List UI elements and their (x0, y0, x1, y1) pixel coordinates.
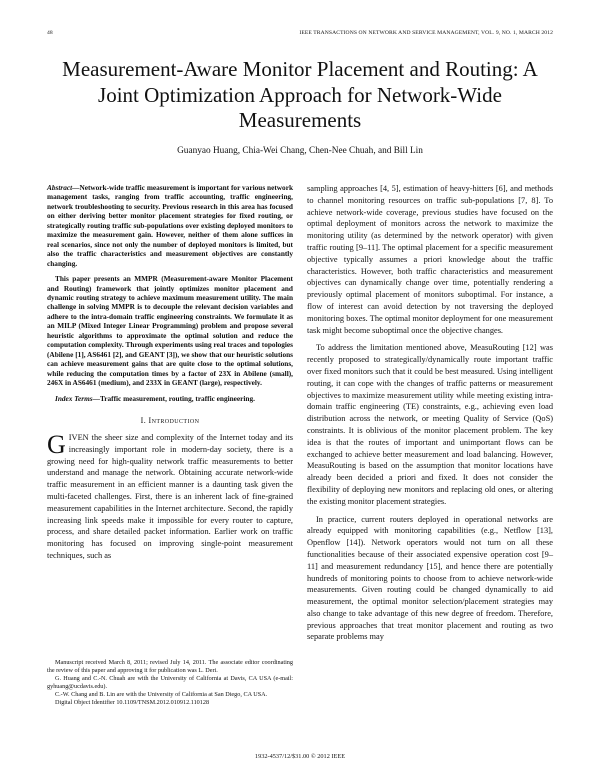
author-list: Guanyao Huang, Chia-Wei Chang, Chen-Nee Chuah, and Bill Lin (177, 146, 423, 156)
drop-cap: G (47, 429, 66, 459)
body-paragraph-2: To address the limitation mentioned above, MeasuRouting [12] was recently proposed to strategically/dynamically route important traffic over fixed monitors such that it could be best measured. Using intelligent routing, it can cope with the changes of traffic patterns or measurement objectives to maximize measurement utility while meeting existing intra-domain traffic engineering (TE) constraints, e.g., achieving even load distribution across the network, or meeting Quality of Service (QoS) constraints. It is oblivious of the monitor placement problem. The key idea is that the routes of important and unimportant flows can be exchanged to achieve better measurement and load balancing. However, MeasuRouting is based on the assumption that monitor locations have already been decided a priori and fixed. It does not consider the flexibility of deploying new monitors and replacing old ones, or altering the existing monitor placement strategies. (307, 343, 553, 506)
intro-paragraph-1 (47, 429, 293, 562)
footnote-manuscript: Manuscript received March 8, 2011; revised July 14, 2011. The associate editor coordinating the review of this paper and approving it for publication was L. Deri. (47, 659, 293, 675)
right-column (307, 183, 553, 643)
copyright-line: 1932-4537/12/$31.00 © 2012 IEEE (254, 753, 346, 760)
body-paragraph-1: sampling approaches [4, 5], estimation of heavy-hitters [6], and methods to channel monitoring resources on traffic sub-populations [7, 8]. To achieve network-wide coverage, previous studies have focused on the optimal deployment of monitors across the network to maximize the monitoring utility (as determined by the network operator) with given traffic routing [9–11]. The optimal placement for a specific measurement objective typically assumes a priori knowledge about the traffic characteristics. However, both traffic characteristics and measurement objectives can dynamically change over time, potentially rendering a previously optimal placement of monitors suboptimal. For instance, a flow of interest can avoid detection by not traversing the deployed monitoring boxes. The optimal monitor deployment for one measurement task might become suboptimal once the objective changes. (307, 184, 553, 335)
left-column (47, 183, 293, 562)
footnotes (47, 659, 293, 708)
index-terms (47, 394, 293, 403)
journal-header: IEEE TRANSACTIONS ON NETWORK AND SERVICE MANAGEMENT, VOL. 9, NO. 1, MARCH 2012 (299, 30, 553, 36)
index-terms-label: Index Terms (55, 393, 93, 403)
intro-text-1: IVEN the sheer size and complexity of the Internet today and its increasingly important role in modern-day society, there is a growing need for high-quality network traffic measurements to better understand and manage the network. Obtaining accurate network-wide traffic measurement in an efficient manner is a daunting task given the multi-faceted challenges. First, there is an inherent lack of fine-grained measurement capabilities in the Internet architecture. Second, the rapidly increasing link speeds make it impossible for every router to capture, process, and share detailed packet information. Earlier work on traffic monitoring has focused on improving single-point measurement techniques, such as (47, 432, 293, 560)
abstract-paragraph-1 (47, 183, 293, 268)
abstract-label: Abstract (47, 183, 73, 192)
abstract-paragraph-2: This paper presents an MMPR (Measurement-aware Monitor Placement and Routing) framework that jointly optimizes monitor placement and dynamic routing strategy to achieve maximum measurement utility. The main challenge in solving MMPR is to decouple the relevant decision variables and adhere to the intra-domain traffic engineering constraints. We formulate it as an MILP (Mixed Integer Linear Programming) problem and propose several heuristic algorithms to approximate the optimal solution and reduce the computation complexity. Through experiments using real traces and topologies (Abilene [1], AS6461 [2], and GEANT [3]), we show that our heuristic solutions can achieve measurement gains that are quite close to the optimal solutions, while reducing the computation times by a factor of 23X in Abilene (small), 246X in AS6461 (medium), and 233X in GEANT (large), respectively. (47, 274, 293, 388)
body-paragraph-3: In practice, current routers deployed in operational networks are already equipped with monitoring capabilities (e.g., Netflow [13], Openflow [14]). Network operators would not turn on all these functionalities because of their associated expensive operation cost [9–11] and measurement redundancy [15], and hence there are potentially hundreds of monitoring points to choose from to achieve network-wide measurements. Given routing could be changed dynamically to aid measurement, the optimal monitor selection/placement strategies may also change to take advantage of this new degree of freedom. Therefore, previous approaches that treat monitor placement and routing as two separate problems may (307, 514, 553, 642)
footnote-affiliation-2: C.-W. Chang and B. Lin are with the University of California at San Diego, CA USA. (55, 691, 268, 699)
footnote-doi: Digital Object Identifier 10.1109/TNSM.2012.010912.110128 (55, 699, 210, 707)
section-heading-introduction: I. Introduction (140, 415, 200, 425)
footnote-affiliation-1: G. Huang and C.-N. Chuah are with the University of California at Davis, CA USA (e-mail: gyhuang@ucdavis.edu). (47, 675, 293, 691)
page-number: 48 (47, 30, 53, 36)
abstract-text-1: —Network-wide traffic measurement is important for various network management tasks, ranging from traffic accounting, traffic engineering, network troubleshooting to security. Previous research in this area has focused on either deriving better monitor placement strategies for fixed routing, or strategically routing traffic sub-populations over existing deployed monitors to maximize the measurement gain. However, neither of them alone suffices in real scenarios, since not only the number of deployed monitors is limited, but also the traffic characteristics and measurement objectives are constantly changing. (47, 183, 293, 268)
index-terms-text: —Traffic measurement, routing, traffic engineering. (92, 393, 255, 403)
paper-title: Measurement-Aware Monitor Placement and Routing: A Joint Optimization Approach for Network-Wide Measurements (62, 57, 538, 132)
